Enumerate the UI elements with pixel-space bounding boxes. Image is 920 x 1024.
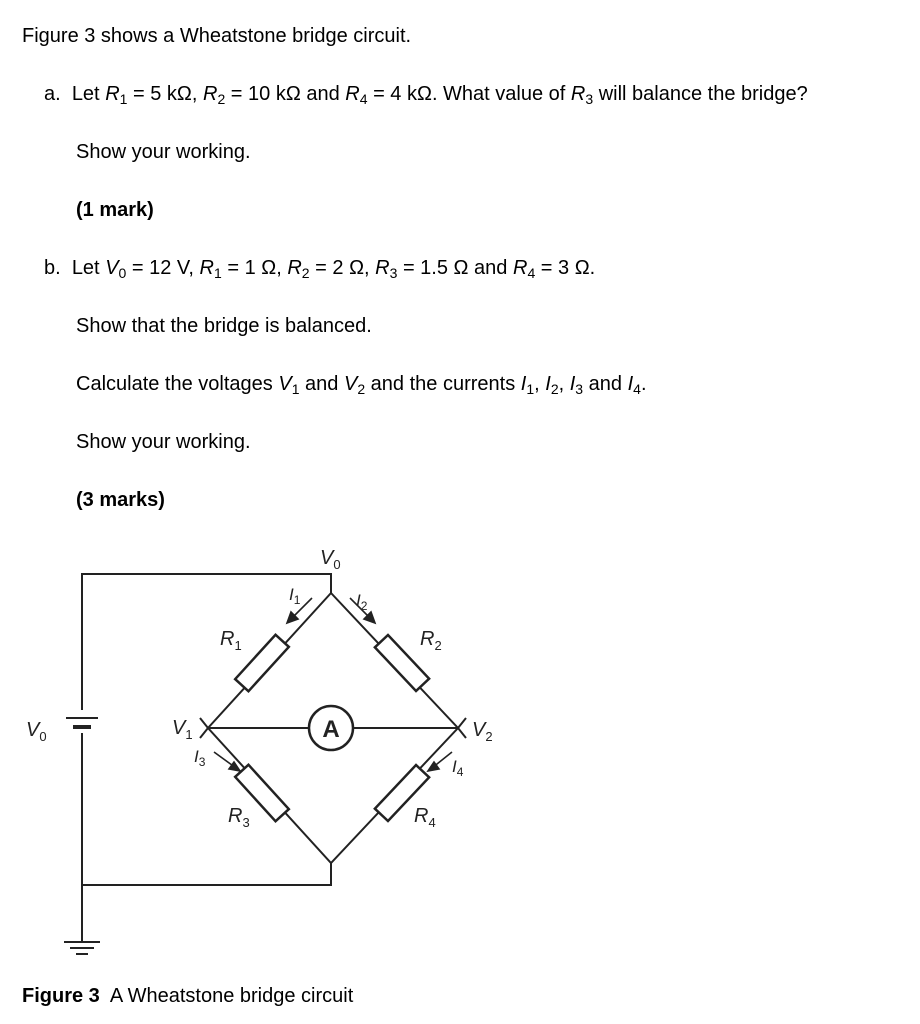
label-r3: $R_3$ (228, 805, 250, 830)
caption-text: A Wheatstone bridge circuit (109, 985, 354, 1007)
part-a-marks: (1 mark) (76, 199, 154, 221)
label-r1: $R_1$ (220, 628, 242, 653)
ammeter-label: A (322, 716, 340, 743)
label-v0-left: $V_0$ (26, 719, 47, 744)
intro-text: Figure 3 shows a Wheatstone bridge circuit. (22, 25, 412, 47)
part-b-marks: (3 marks) (76, 489, 165, 511)
circuit-wires (64, 574, 466, 954)
resistor-r1 (235, 635, 289, 691)
label-v1: $V_1$ (172, 717, 193, 742)
v2-terminal (458, 718, 466, 738)
wheatstone-bridge-diagram (0, 530, 920, 980)
part-b-question: b. Let $V_0 = 12$ V, $R_1 = 1$ Ω, $R_2 = 2$ Ω, $R_3 = 1.5$ Ω and $R_4 = 3$ Ω. (44, 257, 596, 281)
part-a-instruction: Show your working. (76, 141, 251, 163)
label-i2: $I_2$ (356, 591, 368, 613)
resistor-r3 (235, 765, 289, 821)
label-i4: $I_4$ (452, 757, 464, 779)
part-b-balanced: Show that the bridge is balanced. (76, 315, 372, 337)
figure-caption (22, 984, 353, 1008)
part-b-calculate: Calculate the voltages $V_1$ and $V_2$ and the currents $I_1$, $I_2$, $I_3$ and $I_4$. (76, 373, 647, 397)
label-i3: $I_3$ (194, 747, 206, 769)
label-v0-top: $V_0$ (320, 547, 341, 572)
label-r2: $R_2$ (420, 628, 442, 653)
part-b-instruction: Show your working. (76, 431, 251, 453)
label-i1: $I_1$ (289, 585, 301, 607)
caption-label: Figure 3 (22, 985, 100, 1007)
label-r4: $R_4$ (414, 805, 436, 830)
v1-terminal (200, 718, 208, 738)
part-a-question: a. Let $R_1 = 5$ kΩ, $R_2 = 10$ kΩ and $R_4 = 4$ kΩ. What value of $R_3$ will balance the bridge? (44, 83, 808, 107)
bottom-wire (82, 863, 331, 885)
label-v2: $V_2$ (472, 719, 493, 744)
